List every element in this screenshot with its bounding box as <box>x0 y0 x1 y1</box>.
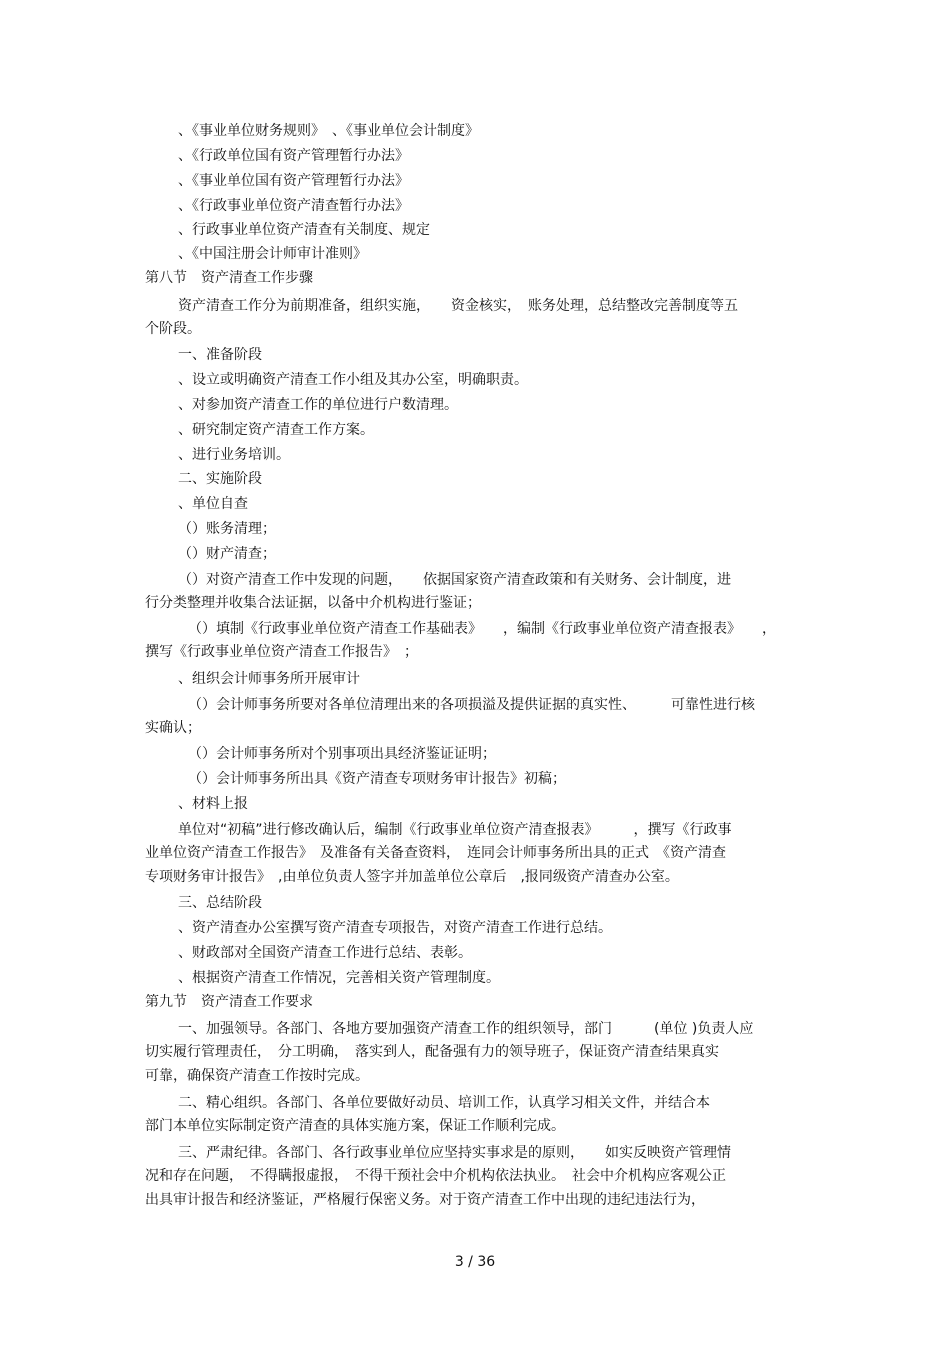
text-line: 单位对“初稿”进行修改确认后，编制《行政事业单位资产清查报表》 ，撰写《行政事 <box>178 822 732 838</box>
text-line: 、材料上报 <box>178 796 248 812</box>
text-line: （）填制《行政事业单位资产清查工作基础表》 ，编制《行政事业单位资产清查报表》 ， <box>188 621 776 637</box>
text-line: （）财产清查； <box>178 546 276 562</box>
text-line: 、行政事业单位资产清查有关制度、规定 <box>178 222 430 238</box>
text-line: 、财政部对全国资产清查工作进行总结、表彰。 <box>178 945 472 961</box>
text-line: 、资产清查办公室撰写资产清查专项报告，对资产清查工作进行总结。 <box>178 920 612 936</box>
text-line: 业单位资产清查工作报告》 及准备有关备查资料， 连同会计师事务所出具的正式 《资产清查 <box>145 845 726 861</box>
text-line: 可靠，确保资产清查工作按时完成。 <box>145 1068 369 1084</box>
text-line: 、《中国注册会计师审计准则》 <box>178 246 367 262</box>
text-line: 二、实施阶段 <box>178 471 262 487</box>
text-line: 、《事业单位财务规则》 、《事业单位会计制度》 <box>178 123 479 139</box>
text-line: 三、严肃纪律。各部门、各行政事业单位应坚持实事求是的原则， 如实反映资产管理情 <box>178 1145 731 1161</box>
text-line: 、对参加资产清查工作的单位进行户数清理。 <box>178 397 458 413</box>
page-number: 3 / 36 <box>454 1254 496 1270</box>
text-line: 个阶段。 <box>145 321 201 337</box>
text-line: 资产清查工作分为前期准备，组织实施， 资金核实， 账务处理，总结整改完善制度等五 <box>178 298 738 314</box>
text-line: 况和存在问题， 不得瞒报虚报， 不得干预社会中介机构依法执业。 社会中介机构应客观公正 <box>145 1168 726 1184</box>
text-line: 、《行政单位国有资产管理暂行办法》 <box>178 148 409 164</box>
text-line: 撰写《行政事业单位资产清查工作报告》 ； <box>145 644 418 660</box>
text-line: 二、精心组织。各部门、各单位要做好动员、培训工作，认真学习相关文件，并结合本 <box>178 1095 710 1111</box>
section-heading: 第八节 资产清查工作步骤 <box>145 270 313 286</box>
section-heading: 第九节 资产清查工作要求 <box>145 994 313 1010</box>
text-line: 实确认； <box>145 720 201 736</box>
text-line: 出具审计报告和经济鉴证，严格履行保密义务。对于资产清查工作中出现的违纪违法行为， <box>145 1192 705 1208</box>
text-line: 专项财务审计报告》 ,由单位负责人签字并加盖单位公章后 ,报同级资产清查办公室。 <box>145 869 679 885</box>
text-line: 、进行业务培训。 <box>178 447 290 463</box>
text-line: 行分类整理并收集合法证据，以备中介机构进行鉴证； <box>145 595 481 611</box>
text-line: 一、加强领导。各部门、各地方要加强资产清查工作的组织领导，部门 (单位 )负责人应 <box>178 1021 754 1037</box>
text-line: 切实履行管理责任， 分工明确， 落实到人，配备强有力的领导班子，保证资产清查结果真实 <box>145 1044 719 1060</box>
text-line: 、设立或明确资产清查工作小组及其办公室，明确职责。 <box>178 372 528 388</box>
text-line: （）对资产清查工作中发现的问题， 依据国家资产清查政策和有关财务、会计制度，进 <box>178 572 731 588</box>
text-line: 一、准备阶段 <box>178 347 262 363</box>
text-line: 、根据资产清查工作情况，完善相关资产管理制度。 <box>178 970 500 986</box>
text-line: 三、总结阶段 <box>178 895 262 911</box>
text-line: 、研究制定资产清查工作方案。 <box>178 422 374 438</box>
text-line: （）会计师事务所要对各单位清理出来的各项损溢及提供证据的真实性、 可靠性进行核 <box>188 697 755 713</box>
text-line: （）会计师事务所对个别事项出具经济鉴证证明； <box>188 746 496 762</box>
text-line: 、《行政事业单位资产清查暂行办法》 <box>178 198 409 214</box>
text-line: 部门本单位实际制定资产清查的具体实施方案，保证工作顺利完成。 <box>145 1118 565 1134</box>
text-line: 、单位自查 <box>178 496 248 512</box>
text-line: （）会计师事务所出具《资产清查专项财务审计报告》初稿； <box>188 771 566 787</box>
text-line: （）账务清理； <box>178 521 276 537</box>
text-line: 、组织会计师事务所开展审计 <box>178 671 360 687</box>
text-line: 、《事业单位国有资产管理暂行办法》 <box>178 173 409 189</box>
